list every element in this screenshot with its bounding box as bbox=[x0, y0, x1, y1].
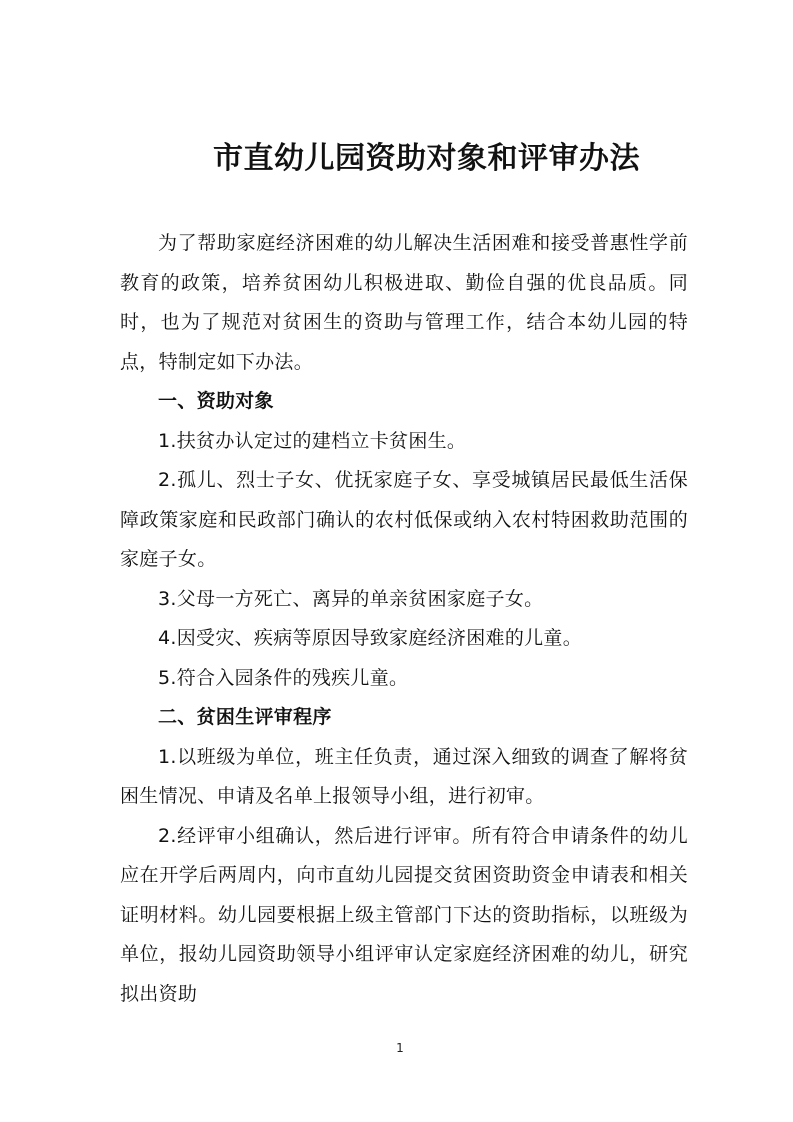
document-body bbox=[120, 224, 688, 1014]
intro-paragraph: 为了帮助家庭经济困难的幼儿解决生活困难和接受普惠性学前教育的政策，培养贫困幼儿积极进取、勤俭自强的优良品质。同时，也为了规范对贫困生的资助与管理工作，结合本幼儿园的特点，特制定如下办法。 bbox=[120, 232, 688, 373]
section-heading-funding-targets: 一、资助对象 bbox=[158, 390, 274, 412]
funding-target-item-4: 4.因受灾、疾病等原因导致家庭经济困难的儿童。 bbox=[158, 627, 583, 649]
funding-target-item-5: 5.符合入园条件的残疾儿童。 bbox=[158, 666, 409, 689]
funding-target-item-1: 1.扶贫办认定过的建档立卡贫困生。 bbox=[158, 429, 467, 452]
funding-target-item-3: 3.父母一方死亡、离异的单亲贫困家庭子女。 bbox=[158, 587, 544, 610]
funding-target-item-2: 2.孤儿、烈士子女、优抚家庭子女、享受城镇居民最低生活保障政策家庭和民政部门确认的农村低保或纳入农村特困救助范围的家庭子女。 bbox=[120, 469, 688, 570]
page-number: 1 bbox=[396, 1041, 404, 1055]
review-procedure-item-2: 2.经评审小组确认，然后进行评审。所有符合申请条件的幼儿应在开学后两周内，向市直幼儿园提交贫困资助资金申请表和相关证明材料。幼儿园要根据上级主管部门下达的资助指标，以班级为单位，报幼儿园资助领导小组评审认定家庭经济困难的幼儿，研究拟出资助 bbox=[120, 824, 688, 1005]
document-title: 市直幼儿园资助对象和评审办法 bbox=[213, 141, 640, 176]
section-heading-review-procedure: 二、贫困生评审程序 bbox=[158, 706, 332, 728]
review-procedure-item-1: 1.以班级为单位，班主任负责，通过深入细致的调查了解将贫困生情况、申请及名单上报领导小组，进行初审。 bbox=[120, 745, 688, 807]
